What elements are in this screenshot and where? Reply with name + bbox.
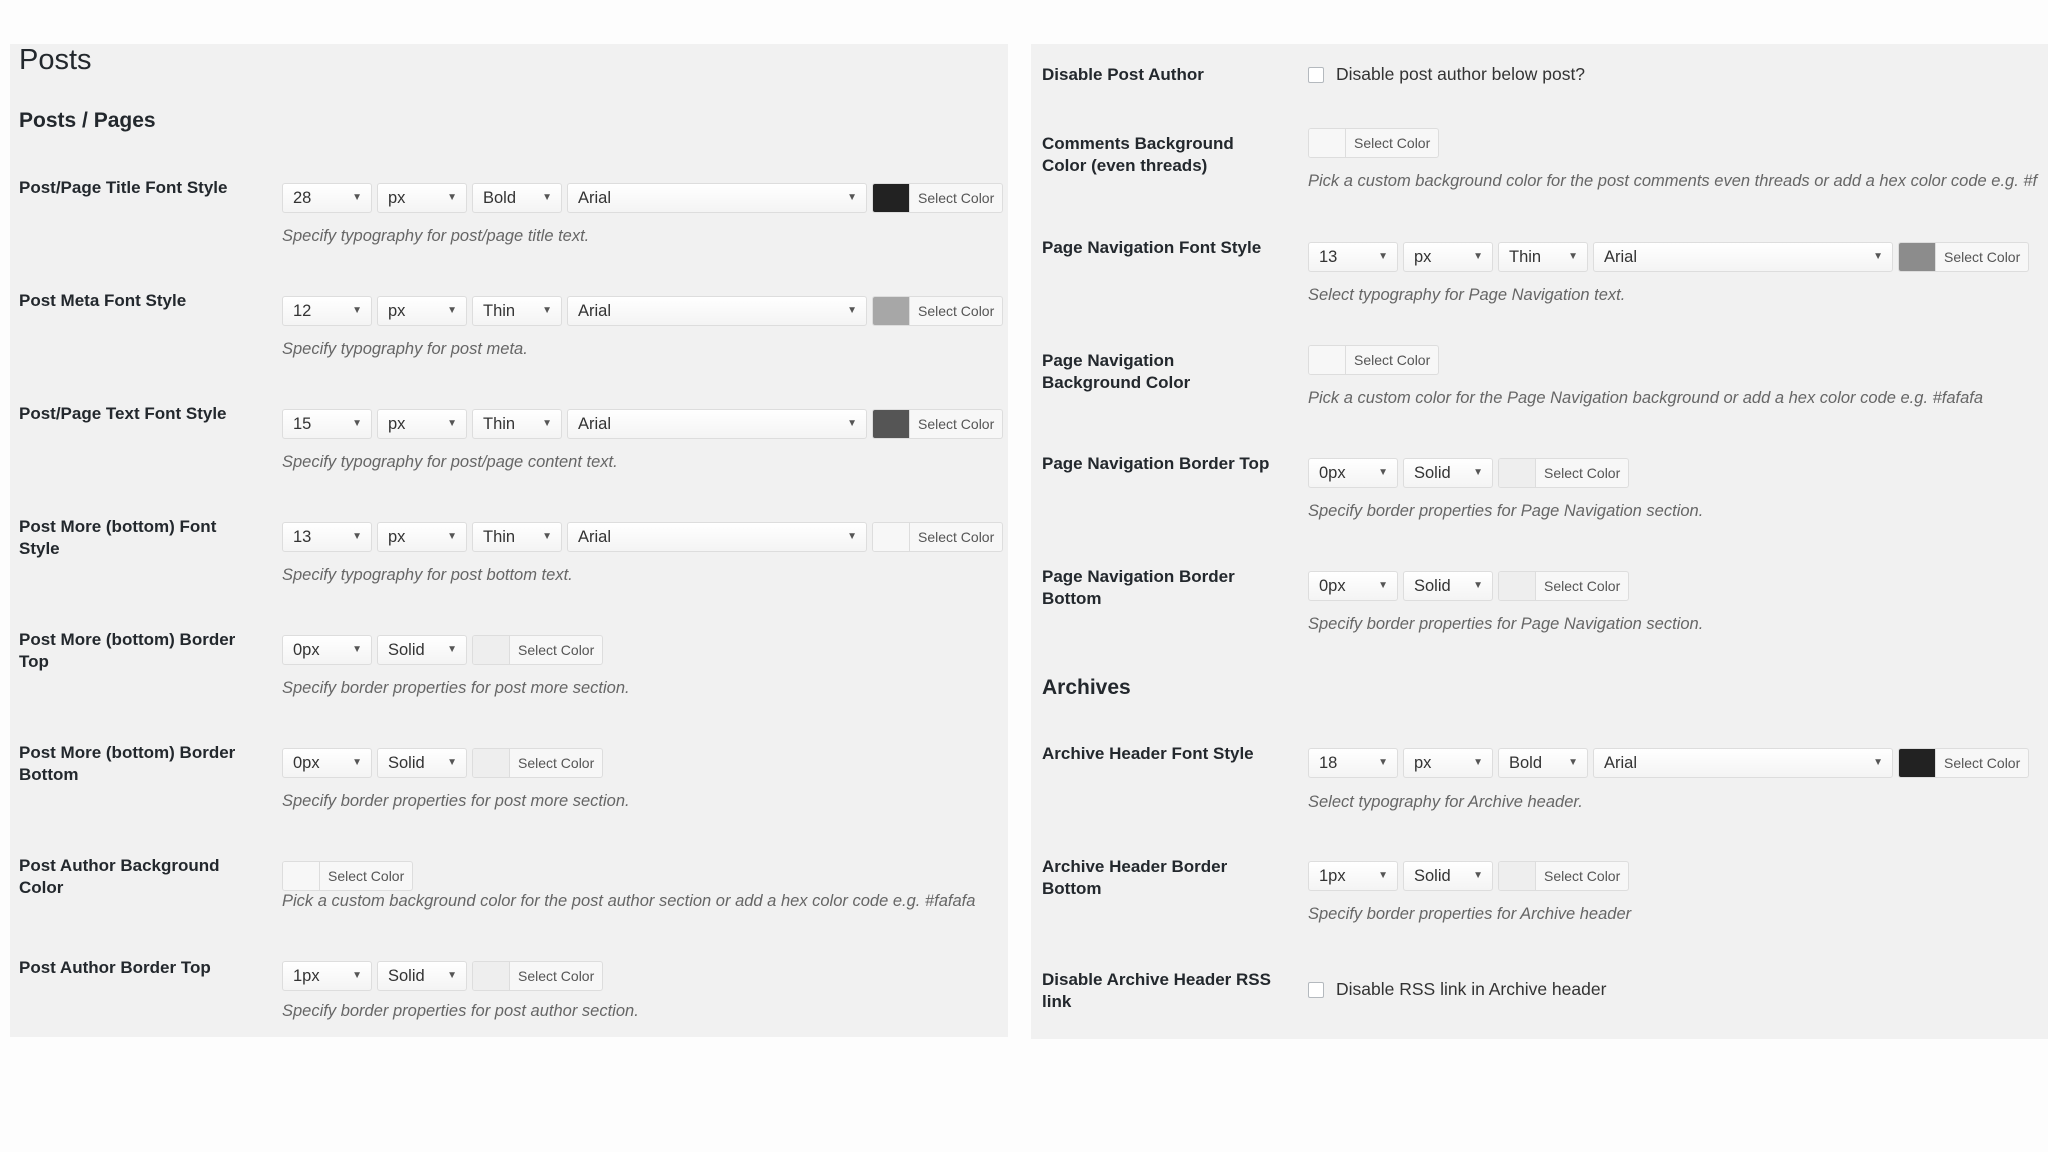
font-unit-select[interactable]: px ▼ [377, 522, 467, 552]
font-unit-select[interactable]: px ▼ [377, 183, 467, 213]
border-style-select[interactable]: Solid ▼ [1403, 458, 1493, 488]
font-unit-select[interactable]: px ▼ [1403, 748, 1493, 778]
border-style-select[interactable]: Solid ▼ [1403, 861, 1493, 891]
row-label-pagenav-bg: Page Navigation Background Color [1042, 351, 1191, 392]
row-description: Specify border properties for post author section. [282, 1002, 639, 1020]
color-swatch [1899, 749, 1936, 777]
row-description: Pick a custom background color for the post comments even threads or add a hex color code e.g. #f [1308, 172, 2038, 190]
page-title: Posts [19, 44, 92, 76]
border-controls-author-top [282, 961, 603, 991]
color-controls-author-bg [282, 861, 413, 891]
row-description: Pick a custom color for the Page Navigation background or add a hex color code e.g. #fafafa [1308, 389, 1984, 407]
border-controls-more-top [282, 635, 603, 665]
typography-controls-title [282, 183, 1003, 213]
font-unit-select[interactable]: px ▼ [377, 409, 467, 439]
border-width-select[interactable]: 0px ▼ [282, 635, 372, 665]
row-description: Specify border properties for Page Navigation section. [1308, 502, 1704, 520]
font-family-select[interactable]: Arial ▼ [1593, 748, 1893, 778]
font-weight-select[interactable]: Thin ▼ [1498, 242, 1588, 272]
row-label-meta-font: Post Meta Font Style [19, 291, 187, 310]
row-label-disable-post-author: Disable Post Author [1042, 65, 1204, 84]
border-style-select[interactable]: Solid ▼ [377, 635, 467, 665]
select-color-button[interactable]: Select Color [282, 861, 413, 891]
select-color-button[interactable]: Select Color [1498, 861, 1629, 891]
row-label-comments-bg: Comments Background Color (even threads) [1042, 134, 1234, 175]
color-swatch [473, 749, 510, 777]
color-swatch [1309, 346, 1346, 374]
font-weight-select[interactable]: Thin ▼ [472, 522, 562, 552]
row-description: Specify typography for post/page title text. [282, 227, 590, 245]
row-label-more-border-bottom: Post More (bottom) Border Bottom [19, 743, 236, 784]
row-description: Specify border properties for Archive header [1308, 905, 1632, 923]
row-description: Specify border properties for Page Navigation section. [1308, 615, 1704, 633]
color-swatch [873, 410, 910, 438]
select-color-button[interactable]: Select Color [1308, 128, 1439, 158]
font-size-select[interactable]: 12 ▼ [282, 296, 372, 326]
color-swatch [283, 862, 320, 890]
checkbox-label: Disable post author below post? [1336, 64, 1586, 84]
font-size-select[interactable]: 18 ▼ [1308, 748, 1398, 778]
border-width-select[interactable]: 0px ▼ [1308, 458, 1398, 488]
row-description: Specify typography for post bottom text. [282, 566, 573, 584]
row-description: Specify typography for post/page content text. [282, 453, 618, 471]
font-family-select[interactable]: Arial ▼ [567, 183, 867, 213]
row-label-author-background: Post Author Background Color [19, 856, 220, 897]
color-swatch [1309, 129, 1346, 157]
typography-controls-archive-header [1308, 748, 2029, 778]
font-family-select[interactable]: Arial ▼ [567, 522, 867, 552]
font-weight-select[interactable]: Bold ▼ [1498, 748, 1588, 778]
color-swatch [873, 184, 910, 212]
select-color-button[interactable]: Select Color [472, 748, 603, 778]
font-unit-select[interactable]: px ▼ [377, 296, 467, 326]
border-controls-more-bottom [282, 748, 603, 778]
disable-archive-rss-checkbox[interactable] [1308, 982, 1324, 998]
border-controls-pagenav-top [1308, 458, 1629, 488]
row-label-more-border-top: Post More (bottom) Border Top [19, 630, 236, 671]
left-settings-panel [10, 44, 1008, 1037]
row-label-text-font: Post/Page Text Font Style [19, 404, 227, 423]
border-style-select[interactable]: Solid ▼ [1403, 571, 1493, 601]
color-swatch [1899, 243, 1936, 271]
row-label-pagenav-border-top: Page Navigation Border Top [1042, 454, 1270, 473]
select-color-button[interactable]: Select Color [472, 961, 603, 991]
typography-controls-more [282, 522, 1003, 552]
row-label-author-border-top: Post Author Border Top [19, 958, 211, 977]
select-color-button[interactable]: Select Color [1898, 242, 2029, 272]
border-width-select[interactable]: 0px ▼ [1308, 571, 1398, 601]
row-description: Specify typography for post meta. [282, 340, 528, 358]
select-color-button[interactable]: Select Color [1498, 458, 1629, 488]
row-label-disable-archive-rss: Disable Archive Header RSS link [1042, 970, 1271, 1011]
select-color-button[interactable]: Select Color [872, 522, 1003, 552]
row-label-archive-header-font: Archive Header Font Style [1042, 744, 1254, 763]
select-color-button[interactable]: Select Color [1308, 345, 1439, 375]
font-family-select[interactable]: Arial ▼ [1593, 242, 1893, 272]
color-swatch [1499, 862, 1536, 890]
section-title-posts-pages: Posts / Pages [19, 109, 156, 132]
font-size-select[interactable]: 13 ▼ [1308, 242, 1398, 272]
border-style-select[interactable]: Solid ▼ [377, 961, 467, 991]
row-description: Select typography for Archive header. [1308, 793, 1583, 811]
row-label-title-font: Post/Page Title Font Style [19, 178, 228, 197]
font-unit-select[interactable]: px ▼ [1403, 242, 1493, 272]
disable-post-author-option [1308, 64, 1585, 85]
border-width-select[interactable]: 0px ▼ [282, 748, 372, 778]
color-swatch [873, 297, 910, 325]
font-weight-select[interactable]: Thin ▼ [472, 409, 562, 439]
row-label-pagenav-font: Page Navigation Font Style [1042, 238, 1262, 257]
row-description: Pick a custom background color for the post author section or add a hex color code e.g. #fafafa [282, 892, 976, 910]
font-size-select[interactable]: 15 ▼ [282, 409, 372, 439]
select-color-button[interactable]: Select Color [872, 409, 1003, 439]
font-weight-select[interactable]: Thin ▼ [472, 296, 562, 326]
border-width-select[interactable]: 1px ▼ [1308, 861, 1398, 891]
color-controls-pagenav-bg [1308, 345, 1439, 375]
color-swatch [1499, 572, 1536, 600]
disable-post-author-checkbox[interactable] [1308, 67, 1324, 83]
color-controls-comments-bg [1308, 128, 1439, 158]
font-size-select[interactable]: 13 ▼ [282, 522, 372, 552]
border-style-select[interactable]: Solid ▼ [377, 748, 467, 778]
row-description: Select typography for Page Navigation text. [1308, 286, 1626, 304]
checkbox-label: Disable RSS link in Archive header [1336, 979, 1607, 999]
typography-controls-text [282, 409, 1003, 439]
font-family-select[interactable]: Arial ▼ [567, 296, 867, 326]
border-controls-archive-bottom [1308, 861, 1629, 891]
color-swatch [473, 636, 510, 664]
row-label-pagenav-border-bottom: Page Navigation Border Bottom [1042, 567, 1235, 608]
row-label-archive-border-bottom: Archive Header Border Bottom [1042, 857, 1228, 898]
select-color-button[interactable]: Select Color [872, 296, 1003, 326]
font-family-select[interactable]: Arial ▼ [567, 409, 867, 439]
disable-archive-rss-option [1308, 979, 1606, 1000]
section-title-archives: Archives [1042, 676, 1131, 699]
color-swatch [873, 523, 910, 551]
select-color-button[interactable]: Select Color [1898, 748, 2029, 778]
select-color-button[interactable]: Select Color [1498, 571, 1629, 601]
border-controls-pagenav-bottom [1308, 571, 1629, 601]
row-description: Specify border properties for post more section. [282, 679, 630, 697]
color-swatch [1499, 459, 1536, 487]
select-color-button[interactable]: Select Color [472, 635, 603, 665]
typography-controls-meta [282, 296, 1003, 326]
row-description: Specify border properties for post more section. [282, 792, 630, 810]
right-settings-panel [1031, 44, 2048, 1039]
row-label-more-font: Post More (bottom) Font Style [19, 517, 217, 558]
font-weight-select[interactable]: Bold ▼ [472, 183, 562, 213]
font-size-select[interactable]: 28 ▼ [282, 183, 372, 213]
typography-controls-pagenav [1308, 242, 2029, 272]
color-swatch [473, 962, 510, 990]
select-color-button[interactable]: Select Color [872, 183, 1003, 213]
border-width-select[interactable]: 1px ▼ [282, 961, 372, 991]
